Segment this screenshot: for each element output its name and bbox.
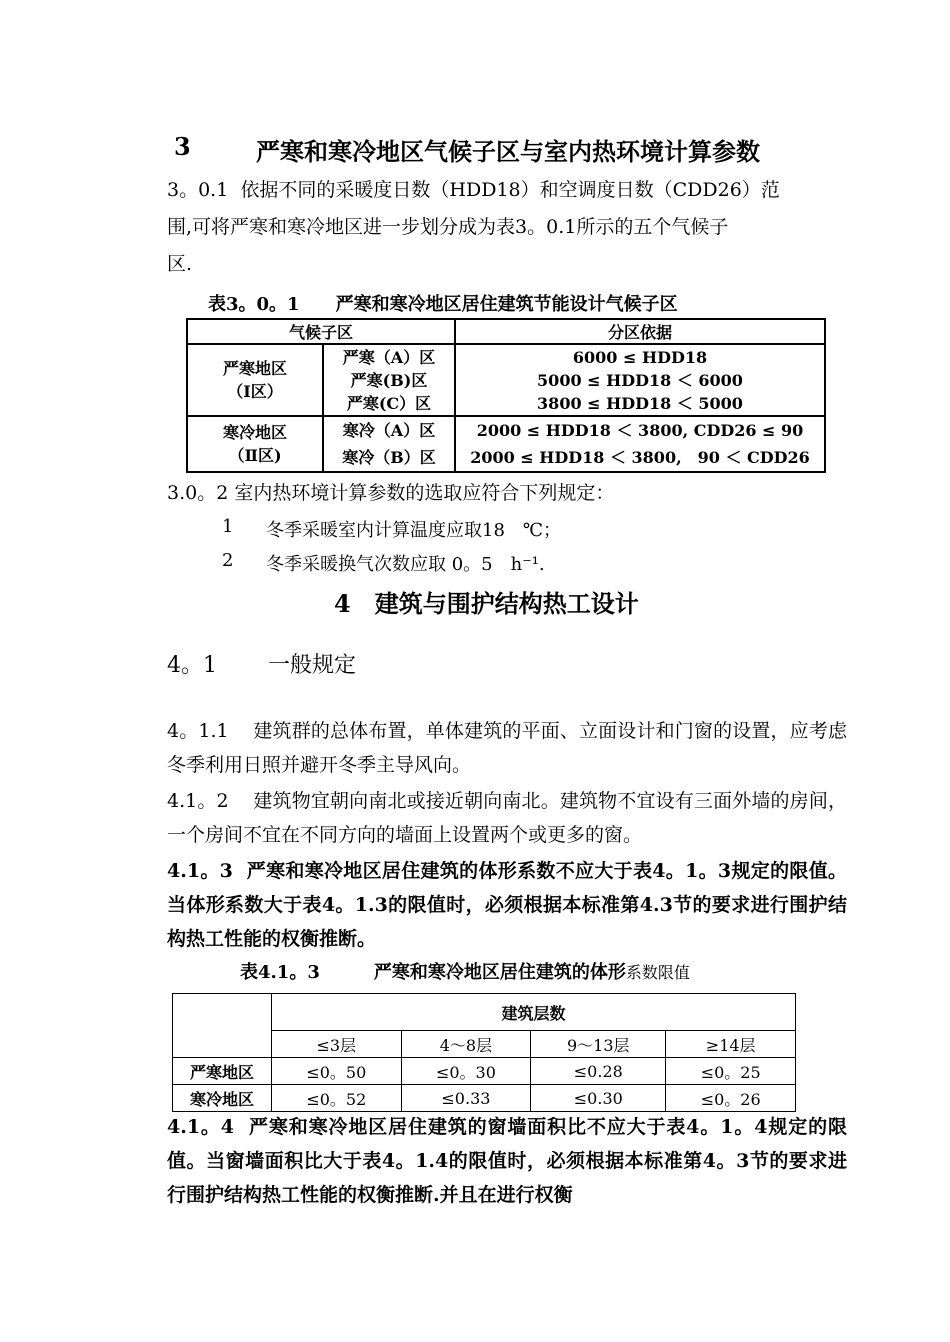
basis-value: 6000 ≤ HDD18 bbox=[572, 347, 708, 367]
zone-group-name: 寒冷地区 bbox=[222, 423, 287, 442]
section-3-number: 3 bbox=[174, 132, 191, 161]
row-header: 寒冷地区 bbox=[173, 1085, 272, 1112]
basis-cell bbox=[455, 344, 825, 416]
table-corner-cell bbox=[173, 994, 272, 1058]
caption-tail: 系数限值 bbox=[625, 963, 690, 982]
clause-number: 4.1。2 bbox=[167, 790, 229, 812]
zone-name: 寒冷（B）区 bbox=[342, 448, 436, 467]
column-header: ≤3层 bbox=[272, 1031, 402, 1058]
shape-factor-table bbox=[172, 993, 796, 1112]
section-4-title: 4 建筑与围护结构热工设计 bbox=[334, 589, 639, 618]
zone-cell bbox=[323, 344, 455, 416]
paragraph-3-0-2: 3.0。2 室内热环境计算参数的选取应符合下列规定： bbox=[167, 482, 615, 504]
list-item: 冬季采暖换气次数应取 0。5 h⁻¹. bbox=[266, 554, 545, 575]
paragraph-4-1-4 bbox=[167, 1110, 847, 1212]
paragraph-line: 依据不同的采暖度日数（HDD18）和空调度日数（CDD26）范 bbox=[240, 179, 780, 201]
caption-main: 表4.1。3 严寒和寒冷地区居住建筑的体形 bbox=[240, 962, 626, 983]
table-cell: ≤0。25 bbox=[666, 1058, 796, 1085]
list-item: 冬季采暖室内计算温度应取18 ℃； bbox=[266, 520, 562, 541]
clause-text: 严寒和寒冷地区居住建筑的体形系数不应大于表4。1。3规定的限值。当体形系数大于表4。1.3的限值时，必须根据本标准第4.3节的要求进行围护结构热工性能的权衡推断。 bbox=[167, 860, 848, 950]
clause-text: 建筑物宜朝向南北或接近朝向南北。建筑物不宜设有三面外墙的房间，一个房间不宜在不同方向的墙面上设置两个或更多的窗。 bbox=[167, 790, 847, 846]
basis-value: 3800 ≤ HDD18 ＜ 5000 bbox=[537, 393, 743, 413]
subsection-title: 一般规定 bbox=[268, 653, 357, 678]
zone-group-cell bbox=[187, 416, 323, 472]
clause-text: 严寒和寒冷地区居住建筑的窗墙面积比不应大于表4。1。4规定的限值。当窗墙面积比大于表4。1.4的限值时，必须根据本标准第4。3节的要求进行围护结构热工性能的权衡推断.并且在进行权衡 bbox=[167, 1116, 847, 1206]
table-cell: ≤0。50 bbox=[272, 1058, 402, 1085]
paragraph-4-1-2 bbox=[167, 784, 847, 852]
zone-name: 严寒(C）区 bbox=[346, 393, 432, 413]
paragraph-line: 围,可将严寒和寒冷地区进一步划分成为表3。0.1所示的五个气候子 bbox=[167, 216, 729, 238]
table-cell: ≤0.33 bbox=[401, 1085, 531, 1112]
paragraph-4-1-3 bbox=[167, 854, 847, 956]
column-header: ≥14层 bbox=[666, 1031, 796, 1058]
row-header: 严寒地区 bbox=[173, 1058, 272, 1085]
list-item-number: 2 bbox=[222, 550, 234, 571]
zone-name: 严寒(B)区 bbox=[350, 370, 428, 390]
zone-group-sub: （Ⅰ区） bbox=[227, 382, 283, 401]
table-cell: ≤0.30 bbox=[531, 1085, 666, 1112]
section-3-title: 严寒和寒冷地区气候子区与室内热环境计算参数 bbox=[256, 137, 760, 166]
zone-group-name: 严寒地区 bbox=[222, 359, 287, 378]
table-header: 气候子区 bbox=[187, 319, 455, 344]
clause-number: 4.1。4 bbox=[167, 1116, 235, 1138]
list-item-number: 1 bbox=[222, 516, 234, 537]
clause-text: 建筑群的总体布置，单体建筑的平面、立面设计和门窗的设置，应考虑冬季利用日照并避开冬季主导风向。 bbox=[167, 720, 847, 776]
table-4-1-3-caption bbox=[240, 958, 690, 984]
table-cell: ≤0.28 bbox=[531, 1058, 666, 1085]
table-cell: ≤0。30 bbox=[401, 1058, 531, 1085]
climate-zone-table bbox=[186, 318, 826, 473]
clause-number: 3。0.1 bbox=[167, 179, 229, 201]
table-cell: ≤0。52 bbox=[272, 1085, 402, 1112]
column-header: 4～8层 bbox=[401, 1031, 531, 1058]
table-header: 建筑层数 bbox=[272, 994, 796, 1031]
table-3-0-1-caption: 表3。0。1 严寒和寒冷地区居住建筑节能设计气候子区 bbox=[208, 294, 678, 315]
column-header: 9～13层 bbox=[531, 1031, 666, 1058]
subsection-number: 4。1 bbox=[167, 653, 217, 678]
paragraph-4-1-1 bbox=[167, 714, 847, 782]
paragraph-line: 区. bbox=[167, 253, 193, 275]
basis-value: 5000 ≤ HDD18 ＜ 6000 bbox=[537, 370, 743, 390]
table-header: 分区依据 bbox=[455, 319, 825, 344]
clause-number: 4。1.1 bbox=[167, 720, 229, 742]
zone-name: 寒冷（A）区 bbox=[342, 421, 436, 440]
clause-number: 4.1。3 bbox=[167, 860, 233, 882]
basis-cell bbox=[455, 416, 825, 472]
zone-name: 严寒（A）区 bbox=[342, 347, 436, 367]
zone-group-sub: （Ⅱ区) bbox=[228, 446, 282, 465]
paragraph-3-0-1 bbox=[167, 172, 780, 283]
zone-cell bbox=[323, 416, 455, 472]
basis-value: 2000 ≤ HDD18 ＜ 3800, CDD26 ≤ 90 bbox=[476, 421, 804, 440]
basis-value: 2000 ≤ HDD18 ＜ 3800, 90 ＜ CDD26 bbox=[470, 448, 810, 467]
zone-group-cell bbox=[187, 344, 323, 416]
table-cell: ≤0。26 bbox=[666, 1085, 796, 1112]
